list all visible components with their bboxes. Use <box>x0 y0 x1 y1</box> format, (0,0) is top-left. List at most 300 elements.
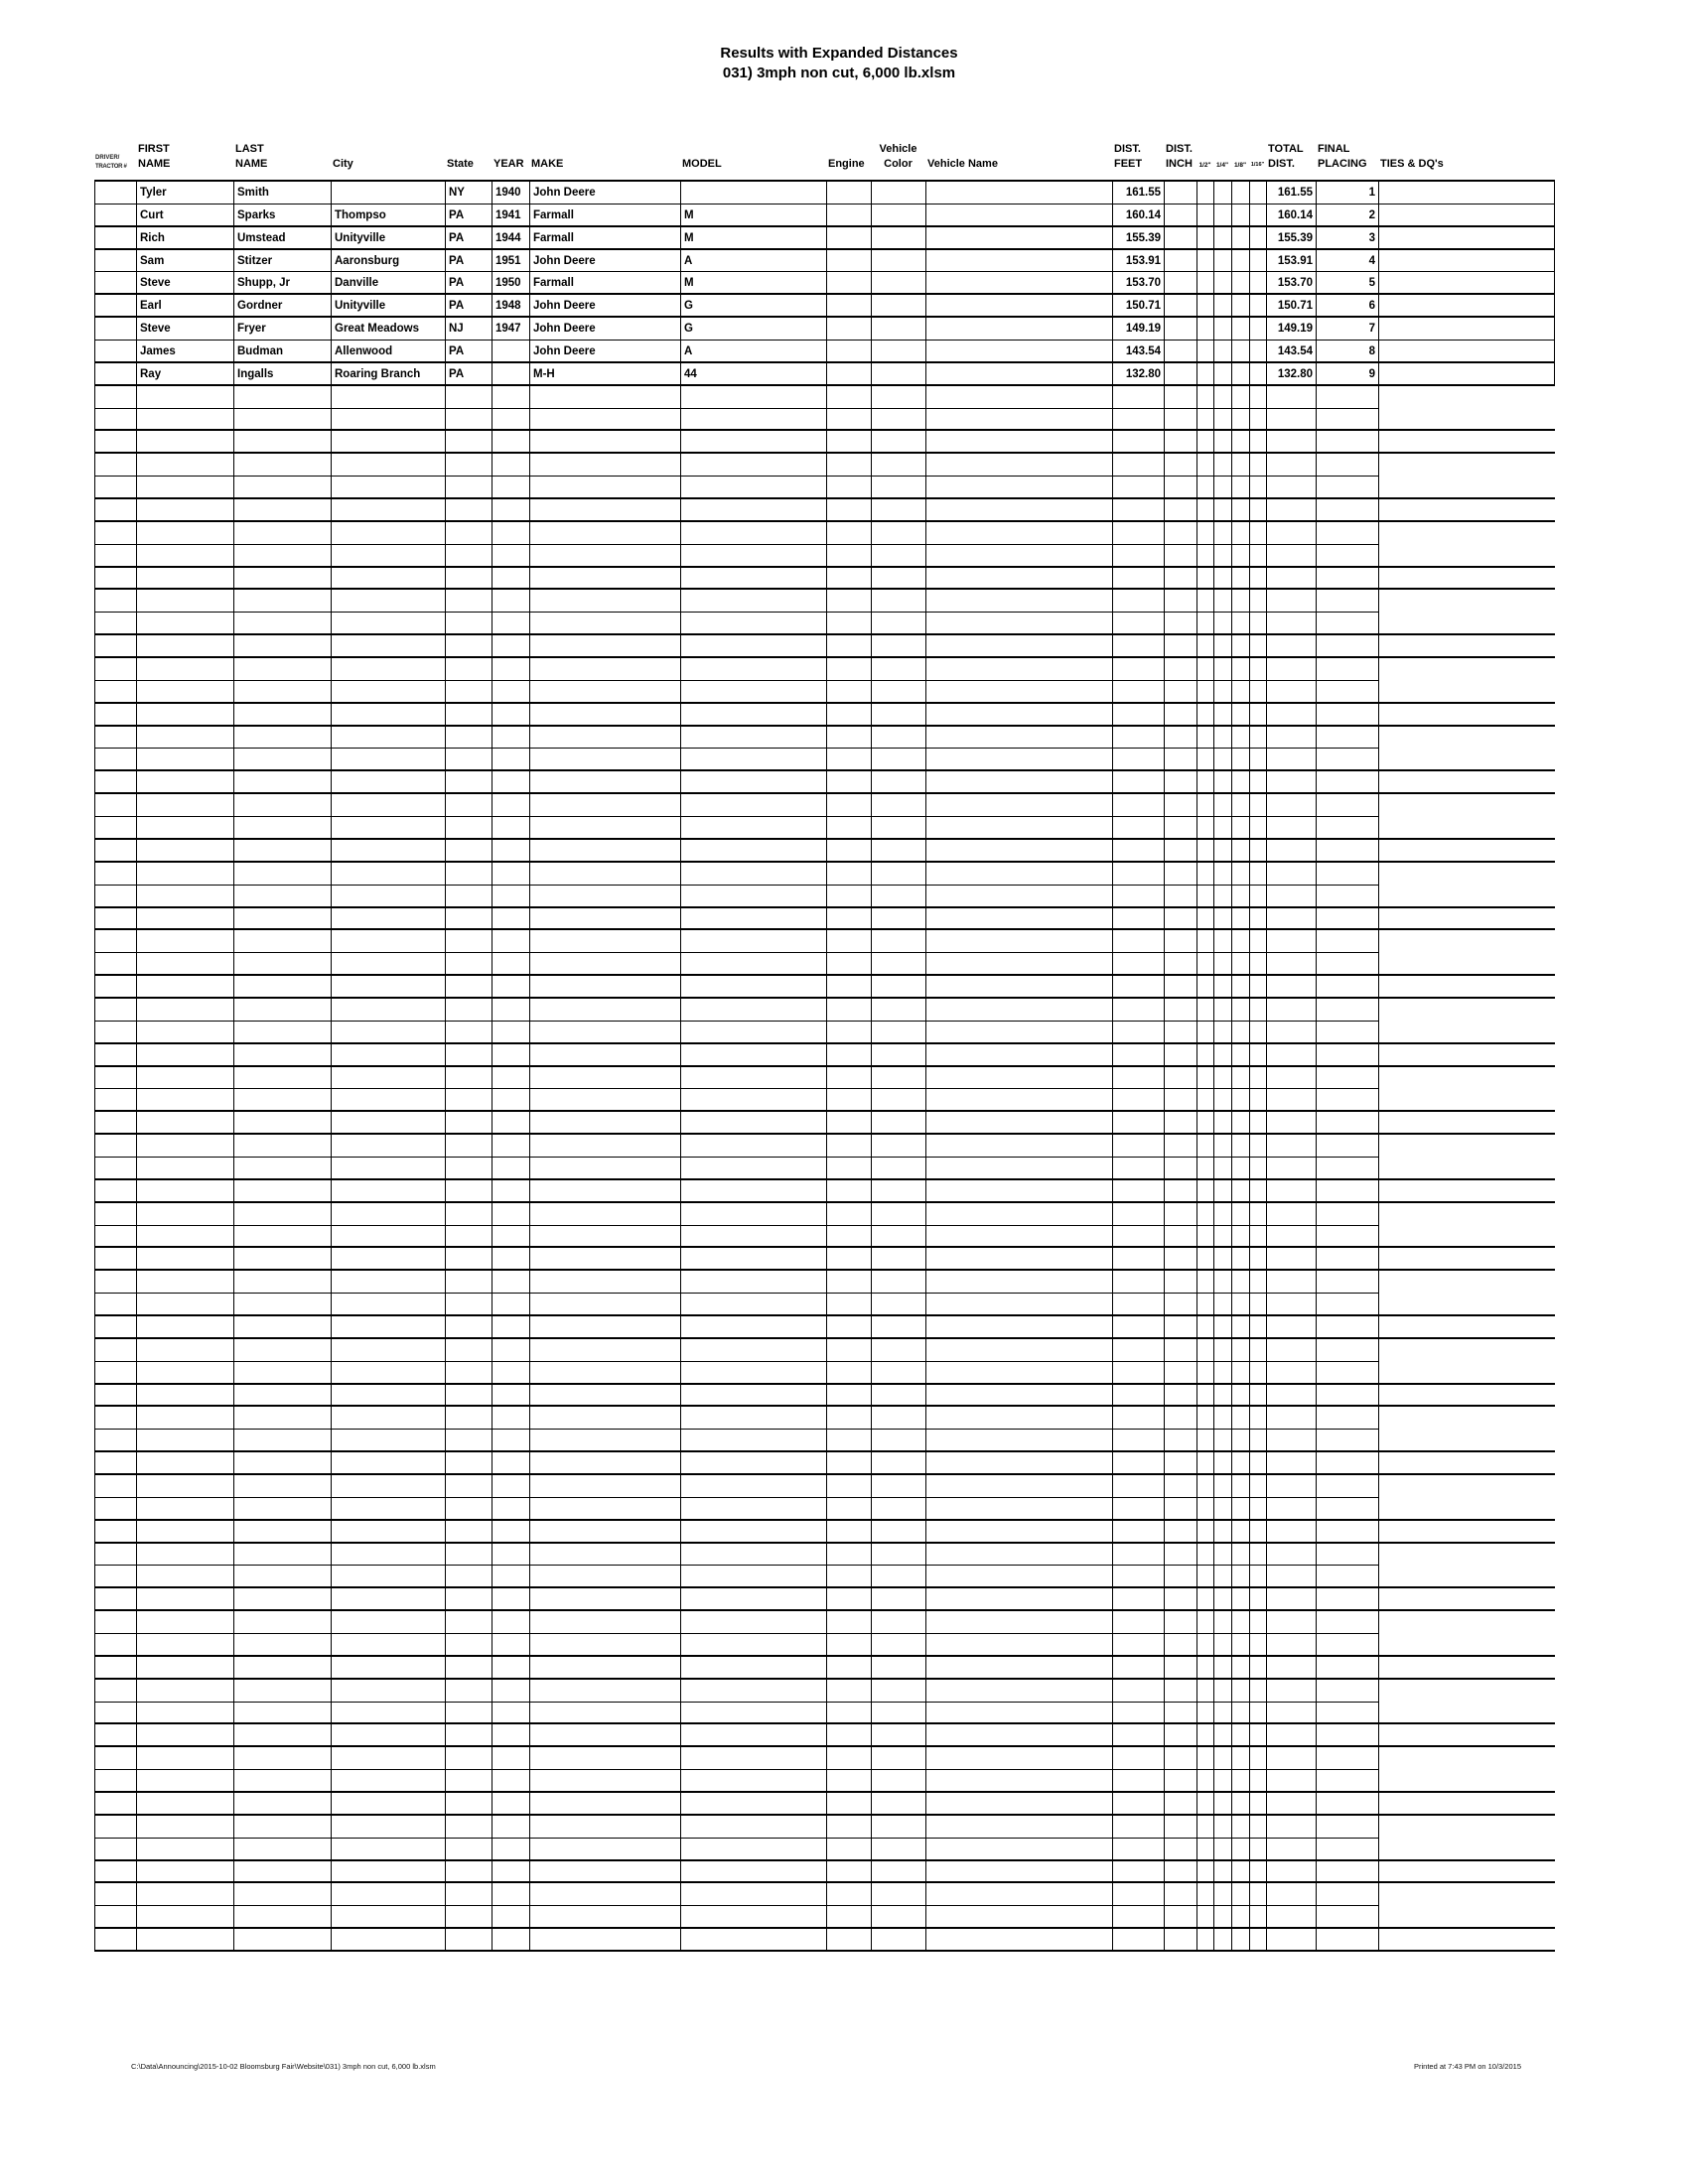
cell-color <box>872 704 926 727</box>
cell-model: G <box>681 318 827 341</box>
cell-last <box>234 794 332 817</box>
cell-vehicle <box>926 817 1113 840</box>
cell-last <box>234 1680 332 1703</box>
cell-tractor <box>95 522 137 545</box>
cell-year <box>492 1362 530 1385</box>
cell-last <box>234 409 332 432</box>
cell-first <box>137 1316 234 1339</box>
row-divider <box>95 1450 1555 1452</box>
cell-first <box>137 1703 234 1725</box>
cell-ties <box>1379 953 1555 976</box>
cell-ties <box>1379 1498 1555 1521</box>
cell-quarter <box>1214 1271 1232 1294</box>
empty-row <box>95 1407 1555 1430</box>
cell-quarter <box>1214 1770 1232 1793</box>
cell-tractor <box>95 704 137 727</box>
row-divider <box>95 566 1555 568</box>
cell-half <box>1197 1430 1214 1452</box>
cell-city <box>332 1044 446 1067</box>
cell-city <box>332 1816 446 1839</box>
cell-color <box>872 1022 926 1044</box>
cell-year <box>492 1906 530 1929</box>
cell-last <box>234 886 332 908</box>
cell-dist_feet <box>1113 1475 1165 1498</box>
cell-half <box>1197 613 1214 635</box>
row-divider <box>95 1519 1555 1521</box>
cell-total <box>1267 1271 1317 1294</box>
cell-dist_feet <box>1113 1407 1165 1430</box>
cell-tractor <box>95 1747 137 1770</box>
row-divider <box>95 1133 1555 1135</box>
cell-city <box>332 1407 446 1430</box>
cell-eighth <box>1232 227 1250 250</box>
cell-last <box>234 1271 332 1294</box>
cell-last <box>234 930 332 953</box>
cell-half <box>1197 1634 1214 1657</box>
cell-tractor <box>95 1294 137 1316</box>
cell-state: NJ <box>446 318 492 341</box>
cell-eighth <box>1232 1588 1250 1611</box>
row-divider <box>95 952 1379 953</box>
cell-state <box>446 1089 492 1112</box>
empty-row <box>95 1747 1555 1770</box>
cell-ties <box>1379 794 1555 817</box>
cell-first <box>137 1770 234 1793</box>
cell-dist_inch <box>1165 999 1197 1022</box>
cell-tractor <box>95 499 137 522</box>
cell-dist_inch <box>1165 499 1197 522</box>
row-divider <box>95 588 1555 590</box>
cell-placing: 4 <box>1317 250 1379 273</box>
cell-tractor <box>95 1839 137 1861</box>
cell-year <box>492 1158 530 1180</box>
cell-placing <box>1317 1929 1379 1952</box>
cell-tractor <box>95 1475 137 1498</box>
cell-model: A <box>681 341 827 363</box>
cell-half <box>1197 1657 1214 1680</box>
row-divider <box>95 1950 1555 1952</box>
cell-state <box>446 840 492 863</box>
cell-ties <box>1379 817 1555 840</box>
cell-model <box>681 1906 827 1929</box>
cell-city <box>332 1022 446 1044</box>
cell-first <box>137 1611 234 1634</box>
cell-dist_inch <box>1165 1339 1197 1362</box>
cell-eighth <box>1232 1226 1250 1249</box>
cell-city <box>332 1385 446 1408</box>
cell-half <box>1197 1044 1214 1067</box>
row-divider <box>95 1383 1555 1385</box>
cell-model <box>681 613 827 635</box>
cell-last: Stitzer <box>234 250 332 273</box>
cell-city <box>332 1839 446 1861</box>
cell-dist_feet <box>1113 886 1165 908</box>
cell-color <box>872 1339 926 1362</box>
cell-half <box>1197 1452 1214 1475</box>
cell-placing <box>1317 1158 1379 1180</box>
cell-make: Farmall <box>530 205 681 227</box>
cell-tractor <box>95 1861 137 1884</box>
cell-color <box>872 227 926 250</box>
cell-engine <box>827 1861 872 1884</box>
cell-dist_feet <box>1113 999 1165 1022</box>
cell-model <box>681 727 827 750</box>
cell-last <box>234 1203 332 1226</box>
cell-model <box>681 1180 827 1203</box>
cell-ties <box>1379 522 1555 545</box>
cell-sixteenth <box>1250 1112 1267 1135</box>
cell-total <box>1267 704 1317 727</box>
cell-quarter <box>1214 1158 1232 1180</box>
cell-eighth <box>1232 363 1250 386</box>
empty-row <box>95 1067 1555 1090</box>
cell-half <box>1197 1475 1214 1498</box>
cell-ties <box>1379 1294 1555 1316</box>
cell-placing: 9 <box>1317 363 1379 386</box>
cell-placing <box>1317 1883 1379 1906</box>
cell-quarter <box>1214 454 1232 477</box>
cell-total <box>1267 1248 1317 1271</box>
cell-half <box>1197 908 1214 931</box>
cell-placing <box>1317 499 1379 522</box>
cell-dist_inch <box>1165 886 1197 908</box>
cell-ties <box>1379 386 1555 409</box>
column-header-make <box>529 142 680 172</box>
cell-dist_feet <box>1113 930 1165 953</box>
cell-make <box>530 568 681 591</box>
cell-dist_inch <box>1165 318 1197 341</box>
cell-state <box>446 999 492 1022</box>
cell-total <box>1267 817 1317 840</box>
cell-total: 155.39 <box>1267 227 1317 250</box>
cell-quarter <box>1214 1703 1232 1725</box>
cell-vehicle <box>926 1793 1113 1816</box>
cell-quarter <box>1214 1044 1232 1067</box>
cell-dist_feet <box>1113 635 1165 658</box>
cell-year <box>492 431 530 454</box>
cell-total <box>1267 886 1317 908</box>
cell-first <box>137 568 234 591</box>
cell-dist_inch <box>1165 409 1197 432</box>
cell-vehicle <box>926 1180 1113 1203</box>
cell-eighth <box>1232 568 1250 591</box>
empty-row <box>95 1611 1555 1634</box>
cell-city <box>332 590 446 613</box>
cell-placing <box>1317 1226 1379 1249</box>
cell-total <box>1267 1498 1317 1521</box>
column-header-label: DIST. <box>1268 158 1295 170</box>
cell-ties <box>1379 1022 1555 1044</box>
results-grid <box>94 180 1555 1952</box>
cell-color <box>872 477 926 499</box>
cell-eighth <box>1232 182 1250 205</box>
cell-eighth <box>1232 454 1250 477</box>
cell-state <box>446 1680 492 1703</box>
cell-first <box>137 1883 234 1906</box>
cell-quarter <box>1214 1793 1232 1816</box>
cell-engine <box>827 1703 872 1725</box>
cell-year <box>492 1747 530 1770</box>
cell-tractor <box>95 1793 137 1816</box>
row-divider <box>95 1269 1555 1271</box>
cell-city <box>332 1724 446 1747</box>
cell-year <box>492 1498 530 1521</box>
cell-vehicle <box>926 386 1113 409</box>
cell-tractor <box>95 1385 137 1408</box>
cell-eighth <box>1232 1475 1250 1498</box>
cell-color <box>872 930 926 953</box>
cell-last <box>234 1929 332 1952</box>
cell-color <box>872 1430 926 1452</box>
cell-half <box>1197 1861 1214 1884</box>
empty-row <box>95 1452 1555 1475</box>
cell-sixteenth <box>1250 1566 1267 1588</box>
cell-ties <box>1379 1067 1555 1090</box>
cell-dist_inch <box>1165 545 1197 568</box>
cell-state <box>446 771 492 794</box>
cell-last <box>234 976 332 999</box>
cell-vehicle <box>926 704 1113 727</box>
cell-quarter <box>1214 886 1232 908</box>
cell-first <box>137 613 234 635</box>
cell-half <box>1197 771 1214 794</box>
cell-dist_feet <box>1113 1657 1165 1680</box>
cell-ties <box>1379 1339 1555 1362</box>
cell-color <box>872 727 926 750</box>
cell-dist_feet <box>1113 1521 1165 1544</box>
cell-make <box>530 863 681 886</box>
cell-model <box>681 1566 827 1588</box>
cell-eighth <box>1232 1067 1250 1090</box>
cell-sixteenth <box>1250 1089 1267 1112</box>
empty-row <box>95 409 1555 432</box>
column-header-top-label: DIST. <box>1114 143 1141 155</box>
cell-dist_inch <box>1165 590 1197 613</box>
cell-city <box>332 1294 446 1316</box>
cell-dist_feet <box>1113 1089 1165 1112</box>
cell-first <box>137 681 234 704</box>
cell-last <box>234 1566 332 1588</box>
cell-half <box>1197 431 1214 454</box>
cell-year <box>492 1657 530 1680</box>
cell-year <box>492 1861 530 1884</box>
cell-half <box>1197 1248 1214 1271</box>
row-divider <box>95 1838 1379 1839</box>
cell-placing <box>1317 1430 1379 1452</box>
cell-ties <box>1379 295 1555 318</box>
empty-row <box>95 499 1555 522</box>
cell-color <box>872 409 926 432</box>
column-header-model <box>680 142 826 172</box>
cell-half <box>1197 250 1214 273</box>
cell-sixteenth <box>1250 840 1267 863</box>
cell-make <box>530 1385 681 1408</box>
cell-sixteenth <box>1250 999 1267 1022</box>
empty-row <box>95 1929 1555 1952</box>
cell-total <box>1267 545 1317 568</box>
cell-total <box>1267 1294 1317 1316</box>
cell-quarter <box>1214 1566 1232 1588</box>
cell-model <box>681 1611 827 1634</box>
cell-engine <box>827 409 872 432</box>
cell-total <box>1267 840 1317 863</box>
cell-city <box>332 1793 446 1816</box>
cell-model <box>681 749 827 771</box>
cell-vehicle <box>926 886 1113 908</box>
cell-year <box>492 1226 530 1249</box>
cell-last <box>234 1498 332 1521</box>
cell-first <box>137 386 234 409</box>
empty-row <box>95 1339 1555 1362</box>
cell-model <box>681 1044 827 1067</box>
cell-dist_inch <box>1165 1385 1197 1408</box>
cell-quarter <box>1214 1407 1232 1430</box>
cell-half <box>1197 1816 1214 1839</box>
row-divider <box>95 1927 1555 1929</box>
cell-state <box>446 908 492 931</box>
cell-last <box>234 1906 332 1929</box>
empty-row <box>95 1634 1555 1657</box>
cell-tractor <box>95 409 137 432</box>
cell-make <box>530 386 681 409</box>
cell-total <box>1267 1566 1317 1588</box>
cell-vehicle <box>926 1724 1113 1747</box>
cell-quarter <box>1214 613 1232 635</box>
cell-total <box>1267 1724 1317 1747</box>
cell-half <box>1197 727 1214 750</box>
result-row <box>95 227 1555 250</box>
cell-last <box>234 1226 332 1249</box>
cell-vehicle <box>926 658 1113 681</box>
title-line-1: Results with Expanded Distances <box>720 45 958 62</box>
cell-engine <box>827 1611 872 1634</box>
cell-half <box>1197 840 1214 863</box>
cell-sixteenth <box>1250 272 1267 295</box>
column-header-first <box>136 142 233 172</box>
cell-quarter <box>1214 1203 1232 1226</box>
cell-half <box>1197 1271 1214 1294</box>
row-divider <box>95 906 1555 908</box>
column-header-state <box>445 142 492 172</box>
cell-dist_feet <box>1113 1566 1165 1588</box>
cell-first <box>137 431 234 454</box>
cell-model <box>681 1588 827 1611</box>
cell-model <box>681 1929 827 1952</box>
cell-half <box>1197 1158 1214 1180</box>
cell-model <box>681 794 827 817</box>
column-header-sixteenth <box>1249 145 1266 172</box>
cell-tractor <box>95 182 137 205</box>
cell-first <box>137 1521 234 1544</box>
cell-sixteenth <box>1250 727 1267 750</box>
column-header-placing <box>1316 142 1378 172</box>
cell-engine <box>827 1588 872 1611</box>
cell-half <box>1197 363 1214 386</box>
empty-row <box>95 1498 1555 1521</box>
cell-ties <box>1379 1407 1555 1430</box>
cell-first <box>137 477 234 499</box>
cell-year <box>492 976 530 999</box>
empty-row <box>95 1839 1555 1861</box>
cell-year: 1951 <box>492 250 530 273</box>
cell-half <box>1197 794 1214 817</box>
cell-color <box>872 1294 926 1316</box>
cell-engine <box>827 727 872 750</box>
cell-engine <box>827 1452 872 1475</box>
cell-dist_feet <box>1113 386 1165 409</box>
cell-first <box>137 1929 234 1952</box>
cell-dist_feet <box>1113 1112 1165 1135</box>
cell-city <box>332 522 446 545</box>
cell-ties <box>1379 1112 1555 1135</box>
cell-year <box>492 953 530 976</box>
row-divider <box>95 476 1379 477</box>
cell-placing <box>1317 1861 1379 1884</box>
cell-state <box>446 1407 492 1430</box>
cell-ties <box>1379 568 1555 591</box>
cell-color <box>872 1362 926 1385</box>
cell-model <box>681 1770 827 1793</box>
cell-total <box>1267 1634 1317 1657</box>
cell-placing <box>1317 863 1379 886</box>
empty-row <box>95 1294 1555 1316</box>
cell-engine <box>827 681 872 704</box>
cell-dist_feet <box>1113 499 1165 522</box>
cell-sixteenth <box>1250 1861 1267 1884</box>
cell-quarter <box>1214 1498 1232 1521</box>
cell-first <box>137 1793 234 1816</box>
column-header-label: 1/8" <box>1233 162 1247 169</box>
cell-model <box>681 1135 827 1158</box>
cell-eighth <box>1232 1680 1250 1703</box>
cell-dist_inch <box>1165 727 1197 750</box>
cell-first <box>137 1839 234 1861</box>
cell-ties <box>1379 1816 1555 1839</box>
cell-first <box>137 1566 234 1588</box>
cell-last <box>234 477 332 499</box>
cell-placing <box>1317 1498 1379 1521</box>
empty-row <box>95 749 1555 771</box>
empty-row <box>95 1521 1555 1544</box>
cell-dist_feet <box>1113 953 1165 976</box>
empty-row <box>95 1316 1555 1339</box>
footer-file-path: C:\Data\Announcing\2015-10-02 Bloomsburg Fair\Website\031) 3mph non cut, 6,000 lb.xlsm <box>131 2062 436 2071</box>
cell-engine <box>827 1203 872 1226</box>
cell-dist_feet: 149.19 <box>1113 318 1165 341</box>
cell-model <box>681 1475 827 1498</box>
cell-dist_feet <box>1113 1316 1165 1339</box>
cell-eighth <box>1232 250 1250 273</box>
cell-model <box>681 999 827 1022</box>
cell-city <box>332 840 446 863</box>
cell-city <box>332 1067 446 1090</box>
cell-first <box>137 1226 234 1249</box>
cell-total <box>1267 1883 1317 1906</box>
cell-engine <box>827 1339 872 1362</box>
cell-sixteenth <box>1250 953 1267 976</box>
cell-total: 161.55 <box>1267 182 1317 205</box>
cell-tractor <box>95 1044 137 1067</box>
cell-dist_inch <box>1165 953 1197 976</box>
result-row <box>95 341 1555 363</box>
row-divider <box>95 1586 1555 1588</box>
cell-state <box>446 1770 492 1793</box>
table-header-row <box>94 142 1554 172</box>
cell-city <box>332 409 446 432</box>
cell-first <box>137 590 234 613</box>
sheet-title <box>0 44 1678 83</box>
cell-year <box>492 1203 530 1226</box>
